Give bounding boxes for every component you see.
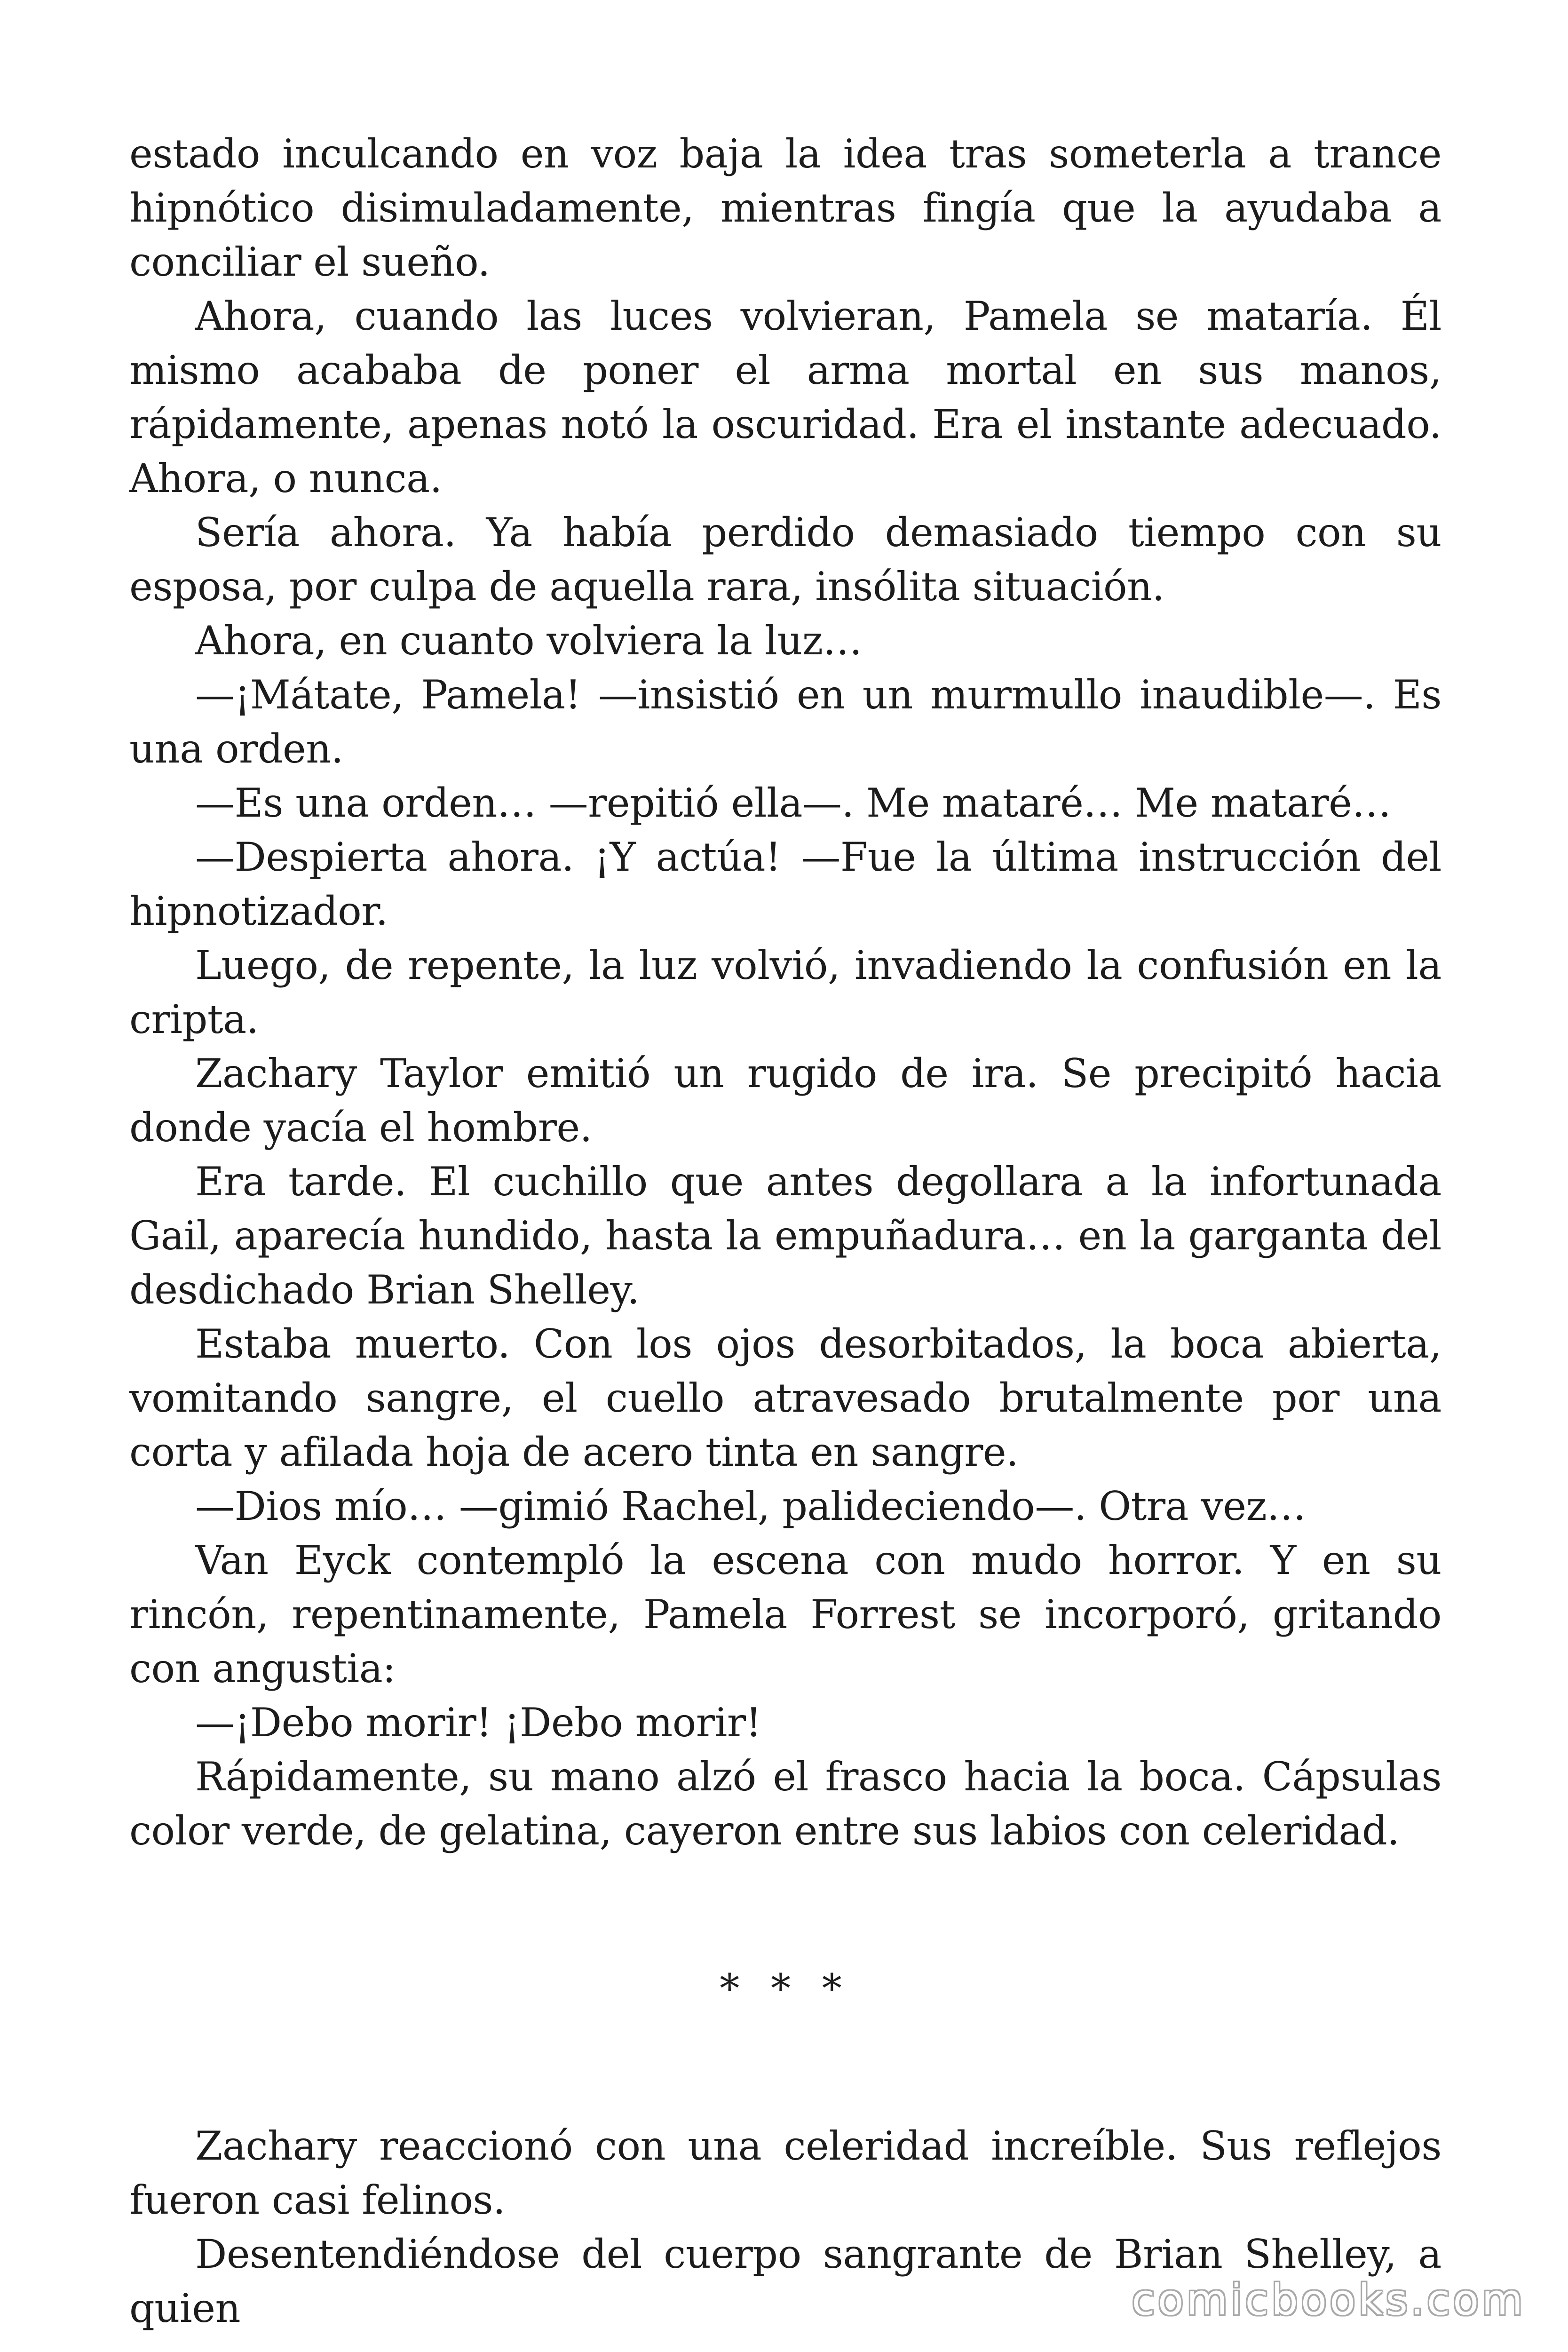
paragraph: estado inculcando en voz baja la idea tras someterla a trance hipnótico disimuladamente, mientras fingía que la ayudaba a conciliar el sueño. bbox=[129, 131, 1441, 285]
paragraph: Ahora, cuando las luces volvieran, Pamela se mataría. Él mismo acababa de poner el arma mortal en sus manos, rápidamente, apenas notó la oscuridad. Era el instante adecuado. Ahora, o nunca. bbox=[129, 293, 1441, 501]
paragraph: —Es una orden… —repitió ella—. Me mataré… Me mataré… bbox=[195, 780, 1391, 826]
paragraph: —¡Debo morir! ¡Debo morir! bbox=[195, 1700, 761, 1746]
paragraph: Ahora, en cuanto volviera la luz… bbox=[195, 618, 863, 664]
paragraph: Sería ahora. Ya había perdido demasiado tiempo con su esposa, por culpa de aquella rara, insólita situación. bbox=[129, 509, 1441, 610]
paragraph: Estaba muerto. Con los ojos desorbitados, la boca abierta, vomitando sangre, el cuello atravesado brutalmente por una corta y afilada hoja de acero tinta en sangre. bbox=[129, 1321, 1441, 1475]
paragraph: Era tarde. El cuchillo que antes degollara a la infortunada Gail, aparecía hundido, hasta la empuñadura… en la garganta del desdichado Brian Shelley. bbox=[129, 1159, 1441, 1313]
page-body bbox=[129, 127, 1441, 2336]
paragraph: Desentendiéndose del cuerpo sangrante de Brian Shelley, a quien bbox=[129, 2231, 1441, 2331]
paragraph: —¡Mátate, Pamela! —insistió en un murmullo inaudible—. Es una orden. bbox=[129, 672, 1441, 772]
paragraph: Van Eyck contempló la escena con mudo horror. Y en su rincón, repentinamente, Pamela Forrest se incorporó, gritando con angustia: bbox=[129, 1537, 1441, 1692]
paragraph: Zachary Taylor emitió un rugido de ira. Se precipitó hacia donde yacía el hombre. bbox=[129, 1050, 1441, 1151]
paragraph: Zachary reaccionó con una celeridad increíble. Sus reflejos fueron casi felinos. bbox=[129, 2123, 1441, 2223]
paragraph: Luego, de repente, la luz volvió, invadiendo la confusión en la cripta. bbox=[129, 942, 1441, 1042]
watermark: comicbooks.com bbox=[1132, 2275, 1526, 2325]
paragraph: Rápidamente, su mano alzó el frasco hacia la boca. Cápsulas color verde, de gelatina, cayeron entre sus labios con celeridad. bbox=[129, 1754, 1441, 1854]
scene-separator: * * * bbox=[720, 1965, 851, 2011]
paragraph: —Despierta ahora. ¡Y actúa! —Fue la última instrucción del hipnotizador. bbox=[129, 834, 1441, 934]
paragraph: —Dios mío… —gimió Rachel, palideciendo—. Otra vez… bbox=[195, 1483, 1306, 1529]
